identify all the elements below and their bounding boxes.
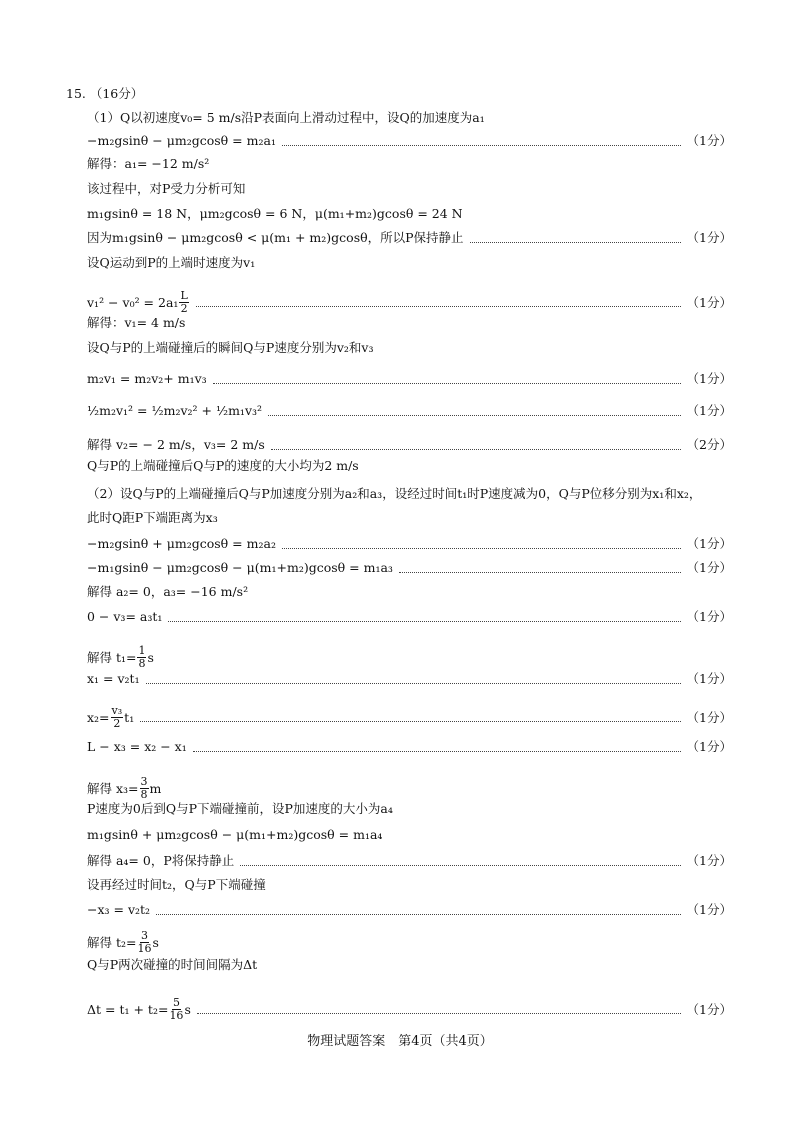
solution-line: [87, 584, 732, 600]
solution-line: [87, 315, 732, 331]
fraction: [137, 930, 151, 955]
solution-line: [87, 110, 732, 126]
solution-line: [87, 671, 732, 687]
solution-line: [87, 560, 732, 576]
fraction-numerator: 3: [140, 929, 148, 942]
score-label: （1分）: [686, 294, 732, 310]
solution-line: [87, 902, 732, 918]
leader-dots: [193, 751, 681, 752]
leader-dots: [282, 548, 681, 549]
solution-line: [87, 930, 732, 955]
line-text: 解得 t₂=: [87, 934, 137, 950]
line-text: 解得 t₁=: [87, 649, 137, 665]
line-text: m₁gsinθ = 18 N，μm₂gcosθ = 6 N，μ(m₁+m₂)gcosθ = 24 N: [87, 206, 463, 221]
leader-dots: [146, 683, 681, 684]
score-label: （1分）: [686, 371, 732, 386]
line-text: m₁gsinθ + μm₂gcosθ − μ(m₁+m₂)gcosθ = m₁a₄: [87, 827, 383, 842]
solution-line: [87, 486, 732, 502]
line-text: 0 − v₃= a₃t₁: [87, 609, 163, 624]
line-text: P速度为0后到Q与P下端碰撞前，设P加速度的大小为a₄: [87, 801, 393, 816]
solution-line: [87, 776, 732, 801]
fraction: [169, 997, 183, 1022]
solution-line: [87, 181, 732, 197]
solution-line: [87, 536, 732, 552]
fraction-denominator: 8: [140, 788, 148, 801]
line-text: x₁ = v₂t₁: [87, 671, 140, 686]
line-text-after: s: [184, 1001, 191, 1017]
line-text: x₂=: [87, 709, 110, 725]
line-text: Δt = t₁ + t₂=: [87, 1001, 169, 1017]
fraction-denominator: 8: [138, 657, 146, 670]
line-text: 此时Q距P下端距离为x₃: [87, 510, 218, 525]
score-label: （1分）: [686, 1001, 732, 1017]
score-label: （1分）: [686, 560, 732, 575]
line-text: 该过程中，对P受力分析可知: [87, 181, 246, 196]
line-text: 解得：v₁= 4 m/s: [87, 315, 186, 330]
solution-line: [87, 705, 732, 730]
line-text: Q与P两次碰撞的时间间隔为Δt: [87, 957, 258, 972]
score-label: （1分）: [686, 403, 732, 418]
fraction-numerator: 1: [138, 644, 146, 657]
line-text: L − x₃ = x₂ − x₁: [87, 739, 187, 754]
leader-dots: [140, 721, 680, 722]
line-text: −m₁gsinθ − μm₂gcosθ − μ(m₁+m₂)gcosθ = m₁a₃: [87, 560, 393, 575]
fraction-numerator: 3: [140, 775, 148, 788]
leader-dots: [470, 242, 681, 243]
score-label: （1分）: [686, 739, 732, 754]
leader-dots: [168, 621, 680, 622]
fraction-denominator: 2: [113, 717, 121, 730]
leader-dots: [271, 449, 681, 450]
line-text: v₁² − v₀² = 2a₁: [87, 294, 179, 310]
solution-line: [87, 255, 732, 271]
line-text: Q与P的上端碰撞后Q与P的速度的大小均为2 m/s: [87, 458, 359, 473]
line-text-after: m: [149, 780, 162, 796]
line-text: ½m₂v₁² = ½m₂v₂² + ½m₁v₃²: [87, 403, 263, 418]
fraction: [179, 290, 188, 315]
solution-line: [87, 997, 732, 1022]
line-text: 因为m₁gsinθ − μm₂gcosθ < μ(m₁ + m₂)gcosθ，所以P保持静止: [87, 230, 464, 245]
solution-line: [87, 403, 732, 419]
leader-dots: [196, 306, 681, 307]
solution-line: [87, 801, 732, 817]
line-text: 解得 a₂= 0，a₃= −16 m/s²: [87, 584, 249, 599]
line-text: 设Q与P的上端碰撞后的瞬间Q与P速度分别为v₂和v₃: [87, 340, 374, 355]
solution-line: [87, 739, 732, 755]
line-text-after: t₁: [124, 709, 135, 725]
line-text: 解得 v₂= − 2 m/s，v₃= 2 m/s: [87, 437, 265, 452]
line-text: 解得：a₁= −12 m/s²: [87, 156, 210, 171]
score-label: （1分）: [686, 609, 732, 624]
fraction: [111, 705, 124, 730]
line-text-after: s: [152, 934, 159, 950]
solution-line: [87, 437, 732, 453]
leader-dots: [156, 914, 680, 915]
score-label: （1分）: [686, 230, 732, 245]
solution-line: [87, 877, 732, 893]
solution-line: [87, 290, 732, 315]
solution-line: [87, 510, 732, 526]
problem-number-text: 15. （16分）: [66, 86, 144, 101]
leader-dots: [240, 865, 680, 866]
score-label: （1分）: [686, 133, 732, 148]
score-label: （1分）: [686, 709, 732, 725]
leader-dots: [268, 415, 681, 416]
fraction-numerator: 5: [172, 996, 180, 1009]
line-text-after: s: [147, 649, 154, 665]
solution-line: [87, 609, 732, 625]
solution-line: [87, 645, 732, 670]
solution-line: [87, 340, 732, 356]
solution-line: [87, 827, 732, 843]
leader-dots: [197, 1013, 681, 1014]
solution-line: [87, 458, 732, 474]
score-label: （1分）: [686, 671, 732, 686]
leader-dots: [213, 383, 681, 384]
solution-line: [87, 371, 732, 387]
solution-line: [87, 957, 732, 973]
solution-line: [87, 853, 732, 869]
line-text: 解得 a₄= 0，P将保持静止: [87, 853, 235, 868]
line-text: m₂v₁ = m₂v₂+ m₁v₃: [87, 371, 207, 386]
fraction-denominator: 16: [169, 1009, 184, 1022]
fraction-numerator: v₃: [111, 704, 123, 717]
line-text: 设Q运动到P的上端时速度为v₁: [87, 255, 256, 270]
solution-line: [87, 206, 732, 222]
solution-line: [87, 230, 732, 246]
fraction: [140, 776, 149, 801]
line-text: （1）Q以初速度v₀= 5 m/s沿P表面向上滑动过程中，设Q的加速度为a₁: [87, 110, 485, 125]
solution-line: [87, 156, 732, 172]
line-text: 解得 x₃=: [87, 780, 139, 796]
score-label: （2分）: [686, 437, 732, 452]
leader-dots: [399, 572, 681, 573]
fraction-numerator: L: [180, 289, 188, 302]
line-text: （2）设Q与P的上端碰撞后Q与P加速度分别为a₂和a₃，设经过时间t₁时P速度减为0，Q与P位移分别为x₁和x₂，: [87, 486, 702, 501]
fraction-denominator: 16: [137, 942, 152, 955]
leader-dots: [282, 145, 681, 146]
problem-number: [66, 86, 711, 102]
line-text: −m₂gsinθ + μm₂gcosθ = m₂a₂: [87, 536, 276, 551]
line-text: 设再经过时间t₂，Q与P下端碰撞: [87, 877, 266, 892]
line-text: −x₃ = v₂t₂: [87, 902, 151, 917]
fraction: [137, 645, 146, 670]
score-label: （1分）: [686, 536, 732, 551]
page-footer: 物理试题答案 第4页（共4页）: [307, 1034, 493, 1049]
solution-line: [87, 133, 732, 149]
score-label: （1分）: [686, 853, 732, 868]
line-text: −m₂gsinθ − μm₂gcosθ = m₂a₁: [87, 133, 276, 148]
fraction-denominator: 2: [180, 302, 188, 315]
score-label: （1分）: [686, 902, 732, 917]
